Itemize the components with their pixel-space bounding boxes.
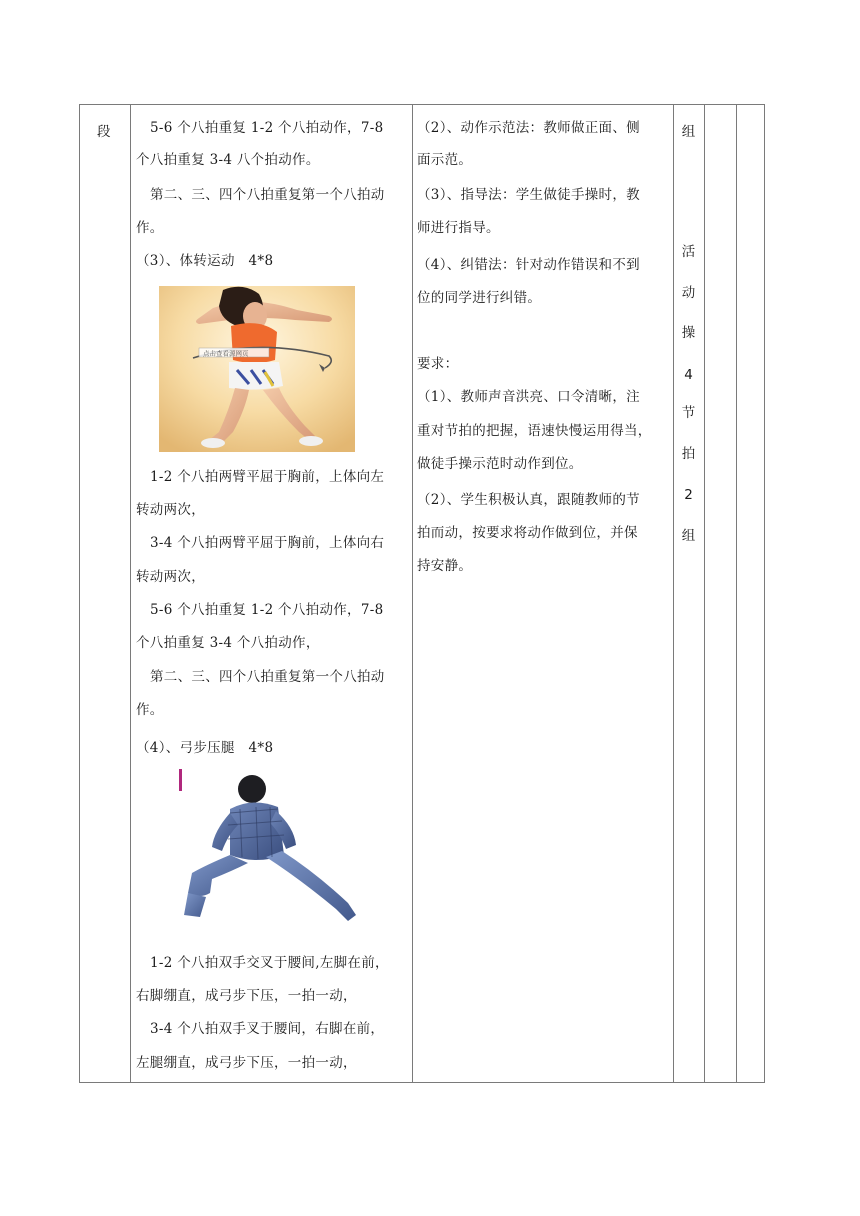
org-char: 动 <box>681 285 696 301</box>
method-line: （2）、动作示范法：教师做正面、侧 <box>417 120 640 136</box>
requirements-heading: 要求： <box>417 356 459 372</box>
svg-text:点击查看源网页: 点击查看源网页 <box>203 349 249 358</box>
exercise-heading: （3）、体转运动 4*8 <box>136 253 274 269</box>
content-line: 1-2 个八拍双手交叉于腰间,左脚在前， <box>150 955 389 971</box>
method-line: （4）、纠错法：针对动作错误和不到 <box>417 257 640 273</box>
org-char: 操 <box>681 325 696 341</box>
content-line: 3-4 个八拍双手叉于腰间，右脚在前， <box>150 1021 385 1037</box>
exercise-heading: （4）、弓步压腿 4*8 <box>136 740 274 756</box>
content-line: 右脚绷直，成弓步下压，一拍一动， <box>136 988 357 1004</box>
method-line: 拍而动，按要求将动作做到位，并保 <box>417 525 638 541</box>
org-char: 活 <box>681 244 696 260</box>
method-line: 持安静。 <box>417 558 473 574</box>
method-line: 做徒手操示范时动作到位。 <box>417 456 583 472</box>
column-divider <box>736 105 737 1082</box>
method-line: 面示范。 <box>417 152 473 168</box>
org-char: 2 <box>684 487 693 503</box>
method-line: 位的同学进行纠错。 <box>417 290 542 306</box>
section-column <box>80 105 130 1082</box>
org-char: 4 <box>684 367 693 383</box>
org-char: 拍 <box>681 446 696 462</box>
method-line: （2）、学生积极认真，跟随教师的节 <box>417 492 640 508</box>
content-line: 左腿绷直，成弓步下压，一拍一动， <box>136 1055 357 1071</box>
section-label: 段 <box>97 124 111 140</box>
content-line: 第二、三、四个八拍重复第一个八拍动 <box>150 187 385 203</box>
content-line: 个八拍重复 3-4 个八拍动作， <box>136 635 320 651</box>
lesson-table <box>79 104 765 1083</box>
org-char: 组 <box>681 528 696 544</box>
content-line: 3-4 个八拍两臂平屈于胸前，上体向右 <box>150 535 385 551</box>
method-line: （1）、教师声音洪亮、口令清晰，注 <box>417 389 640 405</box>
content-line: 5-6 个八拍重复 1-2 个八拍动作，7-8 <box>150 120 384 136</box>
content-line: 个八拍重复 3-4 八个拍动作。 <box>136 152 320 168</box>
content-line: 5-6 个八拍重复 1-2 个八拍动作，7-8 <box>150 602 384 618</box>
content-line: 作。 <box>136 220 164 236</box>
org-char: 节 <box>681 405 696 421</box>
content-line: 1-2 个八拍两臂平屈于胸前，上体向左 <box>150 469 385 485</box>
body-twist-image <box>159 286 355 452</box>
column-divider <box>704 105 705 1082</box>
method-line: 师进行指导。 <box>417 220 500 236</box>
content-line: 转动两次， <box>136 569 205 585</box>
content-line: 转动两次， <box>136 502 205 518</box>
method-line: 重对节拍的把握，语速快慢运用得当， <box>417 423 652 439</box>
content-line: 第二、三、四个八拍重复第一个八拍动 <box>150 669 385 685</box>
content-column <box>130 105 412 1082</box>
lunge-stretch-image <box>170 769 360 933</box>
organization-column <box>673 105 704 1082</box>
content-line: 作。 <box>136 702 164 718</box>
method-line: （3）、指导法：学生做徒手操时，教 <box>417 187 640 203</box>
org-char: 组 <box>681 124 696 140</box>
method-column <box>412 105 673 1082</box>
